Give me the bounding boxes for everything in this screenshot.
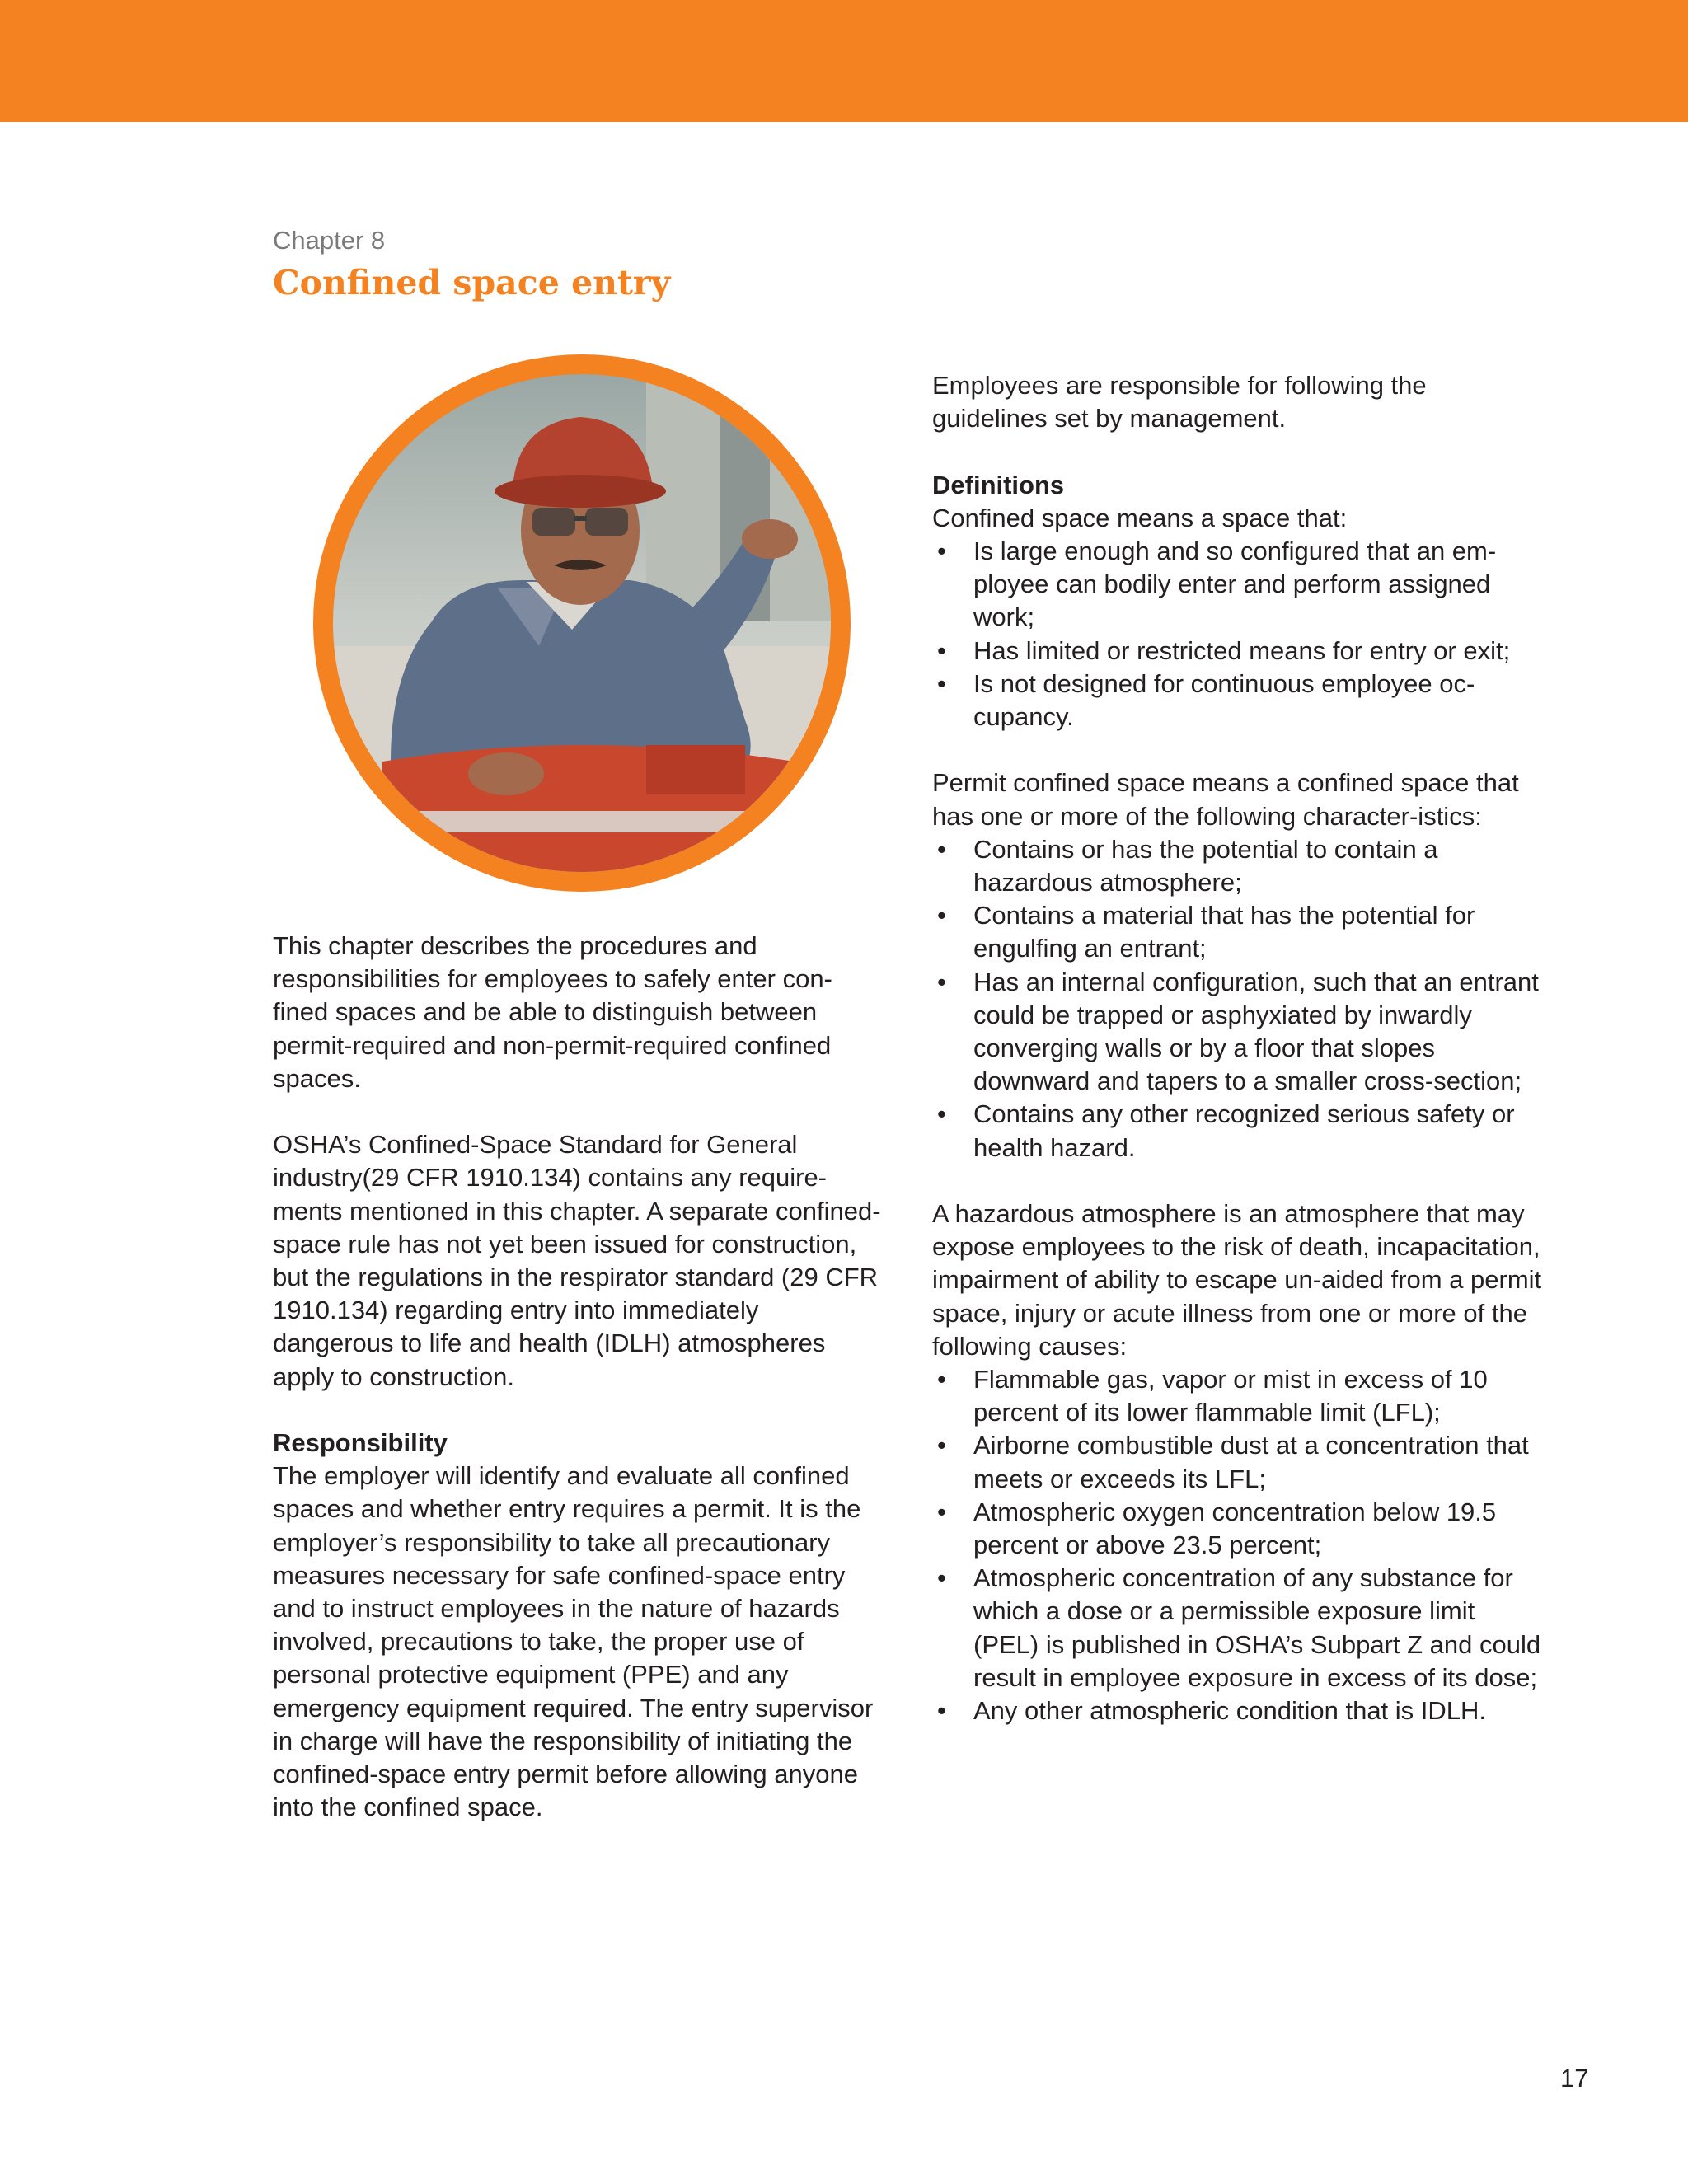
responsibility-paragraph: The employer will identify and evaluate all confined spaces and whether entry requires a permit. It is the employer’s responsibility to take all precautionary measures necessary for safe confined-space entry and to instruct employees in the nature of hazards involved, precautions to take, the proper use of personal protective equipment (PPE) and any emergency equipment required. The entry supervisor in charge will have the responsibility of initiating the confined-space entry permit before allowing anyone into the confined space. bbox=[273, 1461, 874, 1822]
list-item: • Atmospheric concentration of any substance for which a dose or a permissible exposure limit (PEL) is published in OSHA’s Subpart Z and could result in employee exposure in excess of its dose; bbox=[932, 1562, 1542, 1694]
left-column bbox=[273, 930, 883, 1824]
definitions-heading: Definitions bbox=[932, 470, 1065, 499]
list-item: • Is large enough and so configured that an em-ployee can bodily enter and perform assigned work; bbox=[932, 535, 1542, 635]
intro-paragraph-1: This chapter describes the procedures and responsibilities for employees to safely enter con-fined spaces and be able to distinguish between permit-required and non-permit-required confined spaces. bbox=[273, 931, 832, 1093]
right-column bbox=[932, 369, 1542, 1727]
list-item: • Is not designed for continuous employee oc-cupancy. bbox=[932, 668, 1542, 733]
confined-space-intro: Confined space means a space that: bbox=[932, 503, 1348, 532]
list-item: • Airborne combustible dust at a concentration that meets or exceeds its LFL; bbox=[932, 1429, 1542, 1495]
list-item: • Contains or has the potential to contain a hazardous atmosphere; bbox=[932, 833, 1542, 899]
list-item: • Has an internal configuration, such that an entrant could be trapped or asphyxiated by inwardly converging walls or by a floor that slopes downward and tapers to a smaller cross-section; bbox=[932, 966, 1542, 1099]
list-item: • Contains any other recognized serious safety or health hazard. bbox=[932, 1098, 1542, 1164]
intro-paragraph-2: OSHA’s Confined-Space Standard for General industry(29 CFR 1910.134) contains any require-ments mentioned in this chapter. A separate confined-space rule has not yet been issued for construction, but the regulations in the respirator standard (29 CFR 1910.134) regarding entry into immediately dangerous to life and health (IDLH) atmospheres apply to construction. bbox=[273, 1130, 881, 1391]
list-item: • Atmospheric oxygen concentration below 19.5 percent or above 23.5 percent; bbox=[932, 1496, 1542, 1562]
list-item: • Flammable gas, vapor or mist in excess of 10 percent of its lower flammable limit (LFL); bbox=[932, 1363, 1542, 1429]
hazard-intro: A hazardous atmosphere is an atmosphere that may expose employees to the risk of death, incapacitation, impairment of ability to escape un-aided from a permit space, injury or acute illness from one or more of the following causes: bbox=[932, 1199, 1542, 1361]
worker-photo-illustration bbox=[333, 374, 831, 872]
responsibility-heading: Responsibility bbox=[273, 1428, 448, 1458]
worker-photo bbox=[313, 354, 851, 892]
employees-paragraph: Employees are responsible for following the guidelines set by management. bbox=[932, 371, 1427, 434]
list-item: • Has limited or restricted means for entry or exit; bbox=[932, 635, 1542, 668]
permit-list bbox=[932, 833, 1542, 1165]
list-item: • Contains a material that has the potential for engulfing an entrant; bbox=[932, 899, 1542, 965]
chapter-title: Confined space entry bbox=[273, 263, 671, 302]
list-item: • Any other atmospheric condition that is IDLH. bbox=[932, 1694, 1542, 1727]
confined-space-list bbox=[932, 535, 1542, 733]
chapter-label: Chapter 8 bbox=[273, 226, 386, 255]
permit-intro: Permit confined space means a confined space that has one or more of the following character-istics: bbox=[932, 768, 1519, 831]
page-number: 17 bbox=[1560, 2064, 1589, 2093]
hazard-list bbox=[932, 1363, 1542, 1727]
header-band bbox=[0, 0, 1688, 122]
